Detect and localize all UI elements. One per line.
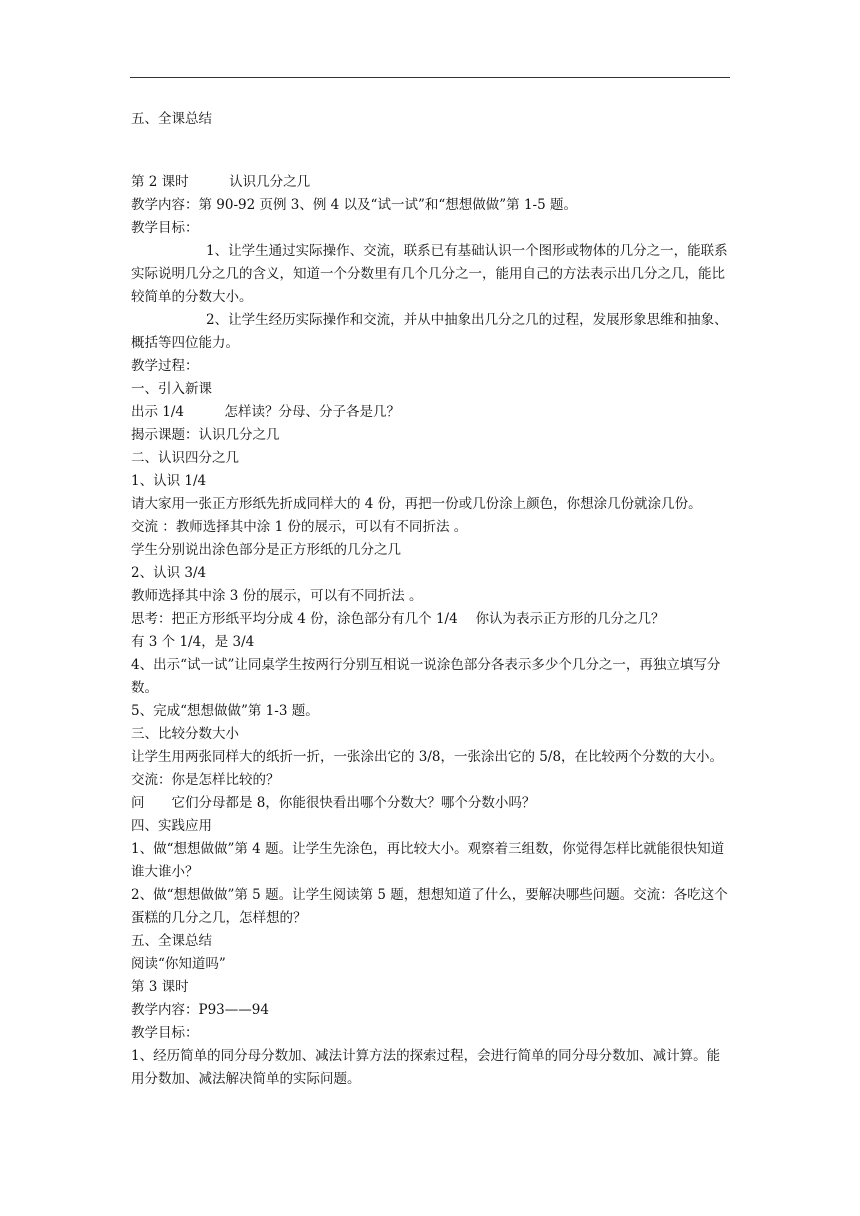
lesson-3-goals-label: 教学目标： <box>131 1025 199 1041</box>
exchange-note: 交流 ：教师选择其中涂 1 份的展示，可以有不同折法 。 <box>131 519 468 535</box>
reading-note: 阅读“你知道吗” <box>131 956 226 972</box>
lesson-3-content: 教学内容：P93——94 <box>131 1002 269 1018</box>
teacher-display: 教师选择其中涂 3 份的展示，可以有不同折法 。 <box>131 588 423 604</box>
section-practice: 四、实践应用 <box>131 818 212 834</box>
lesson-3-goal-1: 1、经历简单的同分母分数加、减法计算方法的探索过程，会进行简单的同分母分数加、减计算。能用分数加、减法解决简单的实际问题。 <box>131 1048 721 1087</box>
compare-question: 问 它们分母都是 8，你能很快看出哪个分数大？哪个分数小吗？ <box>131 795 536 811</box>
lesson-title: 第 2 课时 认识几分之几 <box>131 174 311 190</box>
goal-item-2: 2、让学生经历实际操作和交流，并从中抽象出几分之几的过程，发展形象思维和抽象、概括等四位能力。 <box>131 312 728 351</box>
teaching-goals-label: 教学目标： <box>131 220 199 236</box>
step-know-three-quarters: 2、认识 3/4 <box>131 565 207 581</box>
header-rule <box>130 77 730 78</box>
try-it-step: 4、出示“试一试”让同桌学生按两行分别互相说一说涂色部分各表示多少个几分之一，再独立填写分数。 <box>131 657 721 696</box>
section-compare: 三、比较分数大小 <box>131 726 239 742</box>
exercise-step: 5、完成“想想做做”第 1-3 题。 <box>131 703 319 719</box>
practice-item-2: 2、做“想想做做”第 5 题。让学生阅读第 5 题，想想知道了什么，要解决哪些问题。交流：各吃这个蛋糕的几分之几，怎样想的？ <box>131 887 728 926</box>
students-say: 学生分别说出涂色部分是正方形纸的几分之几 <box>131 542 401 558</box>
answer-three-quarters: 有 3 个 1/4，是 3/4 <box>131 634 255 650</box>
practice-item-1: 1、做“想想做做”第 4 题。让学生先涂色，再比较大小。观察着三组数，你觉得怎样比就能很快知道谁大谁小？ <box>131 841 725 880</box>
lesson-3-title: 第 3 课时 <box>131 979 189 995</box>
folding-instruction: 请大家用一张正方形纸先折成同样大的 4 份，再把一份或几份涂上颜色，你想涂几份就涂几份。 <box>131 496 702 512</box>
section-summary: 五、全课总结 <box>131 933 212 949</box>
document-body <box>131 108 731 1091</box>
step-know-one-quarter: 1、认识 1/4 <box>131 473 207 489</box>
spacer <box>131 131 731 171</box>
think-question: 思考：把正方形纸平均分成 4 份，涂色部分有几个 1/4 你认为表示正方形的几分之几？ <box>131 611 665 627</box>
section-heading-summary: 五、全课总结 <box>131 111 212 127</box>
section-quarters: 二、认识四分之几 <box>131 450 239 466</box>
section-intro: 一、引入新课 <box>131 381 212 397</box>
compare-activity: 让学生用两张同样大的纸折一折，一张涂出它的 3/8，一张涂出它的 5/8，在比较两个分数的大小。交流：你是怎样比较的？ <box>131 749 724 788</box>
show-fraction: 出示 1/4 怎样读？分母、分子各是几？ <box>131 404 401 420</box>
teaching-process-label: 教学过程： <box>131 358 199 374</box>
goal-item-1: 1、让学生通过实际操作、交流，联系已有基础认识一个图形或物体的几分之一，能联系实际说明几分之几的含义，知道一个分数里有几个几分之一，能用自己的方法表示出几分之几，能比较简单的分数大小。 <box>131 243 728 305</box>
reveal-topic: 揭示课题：认识几分之几 <box>131 427 280 443</box>
teaching-content: 教学内容：第 90-92 页例 3、例 4 以及“试一试”和“想想做做”第 1-5 题。 <box>131 197 577 213</box>
